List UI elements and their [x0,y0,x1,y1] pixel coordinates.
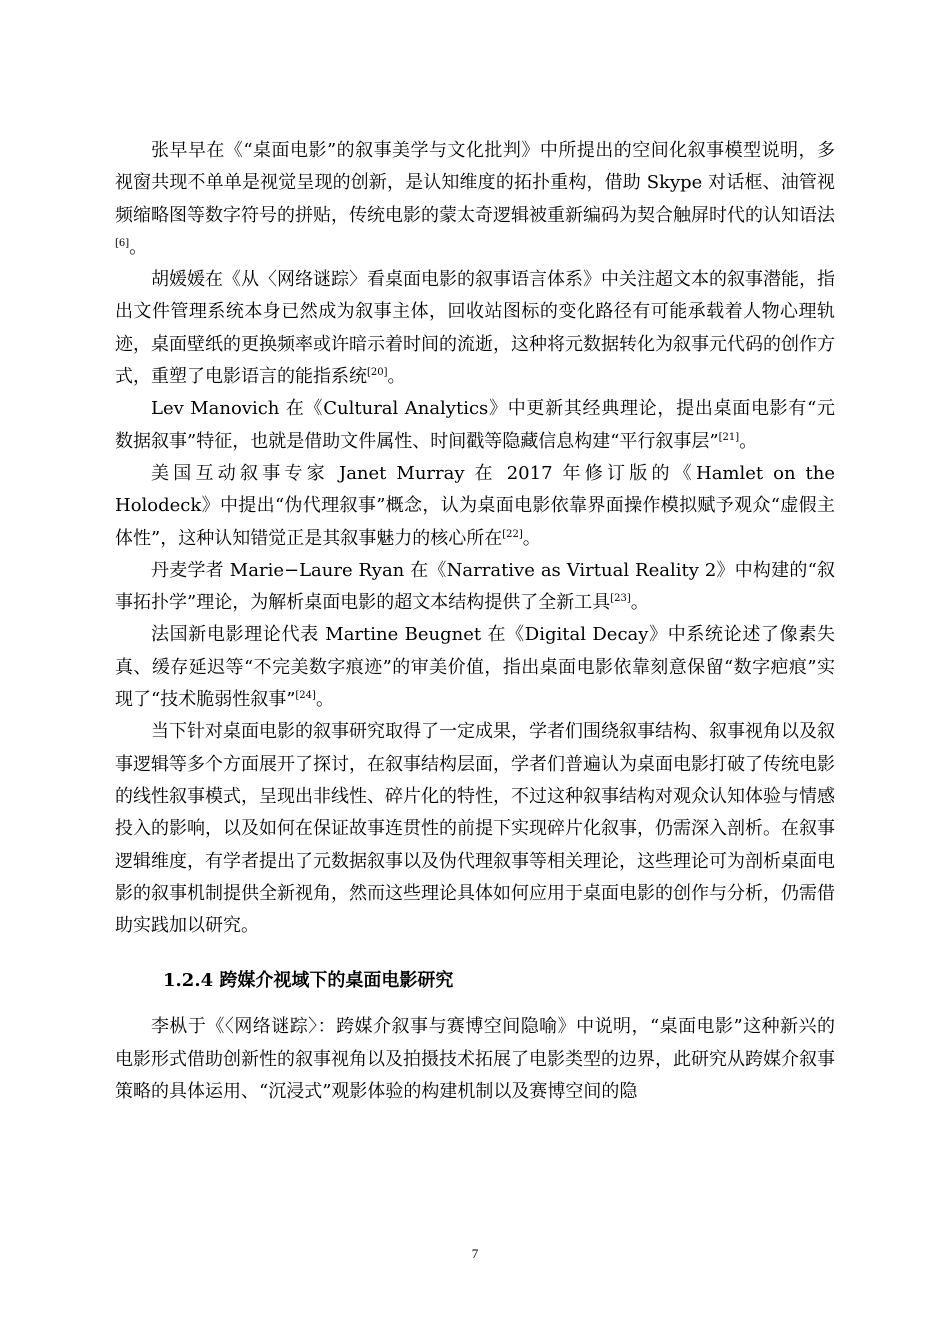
paragraph-summary [115,716,835,942]
paragraph-text: Lev Manovich 在《Cultural Analytics》中更新其经典理论，提出桌面电影有“元数据叙事”特征，也就是借助文件属性、时间戳等隐藏信息构建“平行叙事层” [115,398,835,452]
paragraph-end: 。 [129,236,148,258]
citation-ref: [24] [295,690,316,702]
document-body [115,135,835,1108]
citation-ref: [20] [367,367,388,379]
citation-ref: [22] [502,528,523,540]
paragraph-end: 。 [315,689,334,711]
paragraph-beugnet [115,619,835,716]
paragraph-zhang [115,135,835,264]
paragraph-murray [115,458,835,555]
paragraph-text: 美国互动叙事专家 Janet Murray 在 2017 年修订版的《Hamlet on the Holodeck》中提出“伪代理叙事”概念，认为桌面电影依靠界面操作模拟赋予观众“虚假主体性”，这种认知错觉正是其叙事魅力的核心所在 [115,462,835,549]
paragraph-end: 。 [522,527,541,549]
citation-ref: [6] [115,237,130,249]
paragraph-hu [115,264,835,393]
paragraph-end: 。 [630,592,649,614]
paragraph-end: 。 [387,366,406,388]
paragraph-text: 张早早在《“桌面电影”的叙事美学与文化批判》中所提出的空间化叙事模型说明，多视窗共现不单单是视觉呈现的创新，是认知维度的拓扑重构，借助 Skype 对话框、油管视频缩略图等数字符号的拼贴，传统电影的蒙太奇逻辑被重新编码为契合触屏时代的认知语法 [115,140,835,226]
paragraph-li [115,1011,835,1108]
citation-ref: [21] [718,431,740,443]
page-number: 7 [471,1246,479,1261]
paragraph-text: 李枞于《〈网络谜踪〉：跨媒介叙事与赛博空间隐喻》中说明，“桌面电影”这种新兴的电影形式借助创新性的叙事视角以及拍摄技术拓展了电影类型的边界，此研究从跨媒介叙事策略的具体运用、“沉浸式”观影体验的构建机制以及赛博空间的隐 [115,1016,835,1103]
section-heading: 1.2.4 跨媒介视域下的桌面电影研究 [163,970,454,992]
paragraph-end: 。 [739,430,758,452]
citation-ref: [23] [610,593,631,605]
paragraph-manovich [115,393,835,458]
paragraph-text: 丹麦学者 Marie−Laure Ryan 在《Narrative as Virtual Reality 2》中构建的“叙事拓扑学”理论，为解析桌面电影的超文本结构提供了全新工具 [115,559,835,614]
paragraph-text: 当下针对桌面电影的叙事研究取得了一定成果，学者们围绕叙事结构、叙事视角以及叙事逻辑等多个方面展开了探讨，在叙事结构层面，学者们普遍认为桌面电影打破了传统电影的线性叙事模式，呈现出非线性、碎片化的特性，不过这种叙事结构对观众认知体验与情感投入的影响，以及如何在保证故事连贯性的前提下实现碎片化叙事，仍需深入剖析。在叙事逻辑维度，有学者提出了元数据叙事以及伪代理叙事等相关理论，这些理论可为剖析桌面电影的叙事机制提供全新视角，然而这些理论具体如何应用于桌面电影的创作与分析，仍需借助实践加以研究。 [115,721,835,937]
paragraph-ryan [115,555,835,620]
paragraph-text: 胡媛媛在《从〈网络谜踪〉看桌面电影的叙事语言体系》中关注超文本的叙事潜能，指出文件管理系统本身已然成为叙事主体，回收站图标的变化路径有可能承载着人物心理轨迹，桌面壁纸的更换频率或许暗示着时间的流逝，这种将元数据转化为叙事元代码的创作方式，重塑了电影语言的能指系统 [115,269,835,388]
paragraph-text: 法国新电影理论代表 Martine Beugnet 在《Digital Decay》中系统论述了像素失真、缓存延迟等“不完美数字痕迹”的审美价值，指出桌面电影依靠刻意保留“数字疤痕”实现了“技术脆弱性叙事” [115,624,835,711]
